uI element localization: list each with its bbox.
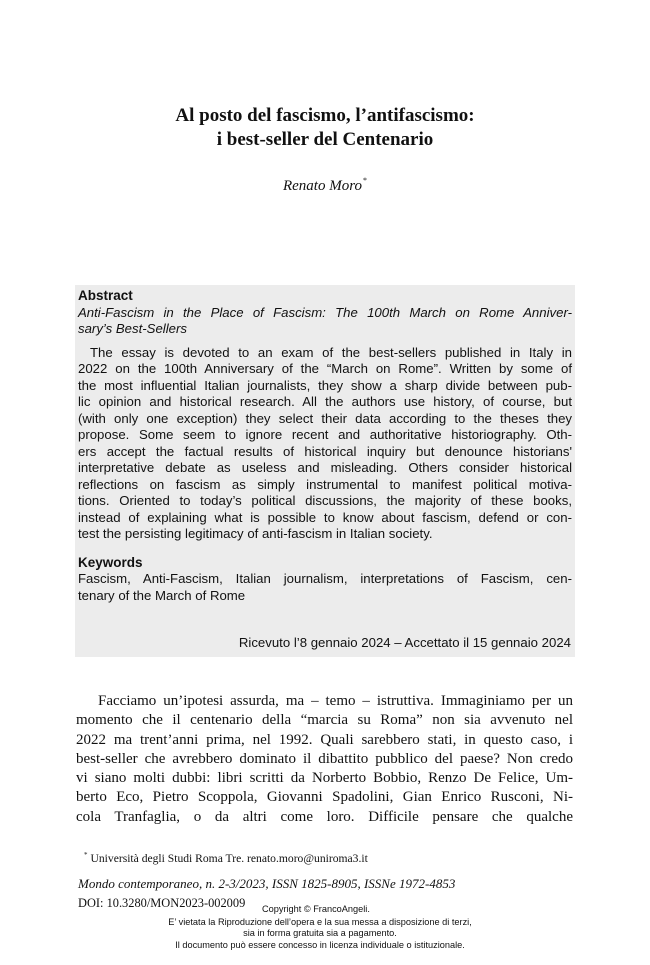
abstract-line: instead of explaining what is possible to know about fascism, defend or con-	[78, 509, 572, 525]
abstract-box	[75, 285, 575, 657]
abstract-line: interpretative debate as useless and misleading. Others consider historical	[78, 460, 572, 475]
journal-citation: Mondo contemporaneo, n. 2-3/2023, ISSN 1825-8905, ISSNe 1972-4853	[78, 876, 456, 891]
doi: DOI: 10.3280/MON2023-002009	[78, 896, 246, 910]
body-paragraph	[76, 692, 573, 827]
author-name: Renato Moro	[282, 178, 362, 194]
keywords-section	[78, 555, 572, 605]
keywords-line: tenary of the March of Rome	[78, 587, 246, 603]
article-title	[0, 104, 650, 152]
license-notice	[100, 917, 540, 951]
abstract-title-line: sary’s Best-Sellers	[78, 321, 187, 336]
abstract-line: ers accept the factual results of historical inquiry but denounce historians'	[78, 443, 572, 459]
author	[0, 176, 650, 195]
keywords-heading: Keywords	[78, 554, 143, 570]
abstract-line: test the persisting legitimacy of anti-fascism in Italian society.	[78, 526, 433, 541]
body-line: 2022 ma trent’anni prima, nel 1992. Quali sarebbero stati, in questo caso, i	[76, 731, 573, 748]
received-accepted-dates: Ricevuto l’8 gennaio 2024 – Accettato il 15 gennaio 2024	[238, 635, 571, 650]
abstract-english-title	[78, 305, 572, 338]
abstract-body	[78, 345, 572, 543]
abstract-line: the most influential Italian journalists, they show a sharp divide between pub-	[78, 377, 572, 393]
abstract-line: reflections on fascism as simply instrumental to manifest political motiva-	[78, 476, 572, 492]
title-line: Al posto del fascismo, l’antifascismo:	[175, 105, 475, 126]
keywords-line: Fascism, Anti-Fascism, Italian journalism, interpretations of Fascism, cen-	[78, 571, 572, 586]
body-line: cola Tranfaglia, o da altri come loro. Difficile pensare che qualche	[76, 808, 573, 825]
abstract-heading: Abstract	[78, 288, 133, 303]
abstract-line: The essay is devoted to an exam of the best-sellers published in Italy in	[90, 344, 572, 360]
license-line: Il documento può essere concesso in licenza individuale o istituzionale.	[175, 939, 465, 950]
abstract-line: tions. Oriented to today’s political discussions, the majority of these books,	[78, 493, 572, 508]
body-line: Facciamo un’ipotesi assurda, ma – temo – istruttiva. Immaginiamo per un	[98, 693, 573, 709]
body-line: momento che il centenario della “marcia su Roma” non sia avvenuto nel	[76, 712, 573, 729]
abstract-line: propose. Some seem to ignore recent and authoritative historiography. Oth-	[78, 427, 572, 442]
copyright-notice: Copyright © FrancoAngeli.	[262, 904, 370, 914]
license-line: sia in forma gratuita sia a pagamento.	[243, 928, 397, 939]
abstract-line: 2022 on the 100th Anniversary of the “March on Rome”. Written by some of	[78, 361, 572, 376]
footnote-marker: *	[84, 851, 88, 859]
license-line: E’ vietata la Riproduzione dell’opera e la sua messa a disposizione di terzi,	[168, 917, 472, 927]
title-line: i best-seller del Centenario	[216, 129, 434, 150]
footnote	[84, 851, 368, 865]
body-line: vi siano molti dubbi: libri scritti da Norberto Bobbio, Renzo De Felice, Um-	[76, 770, 573, 787]
body-line: best-seller che avrebbero dominato il dibattito pubblico del paese? Non credo	[76, 750, 573, 767]
abstract-line: (with only one exception) they select their data according to the theses they	[78, 410, 572, 426]
author-footnote-marker: *	[363, 176, 367, 185]
abstract-title-line: Anti-Fascism in the Place of Fascism: The 100th March on Rome Anniver-	[78, 304, 572, 320]
body-line: berto Eco, Pietro Scoppola, Giovanni Spadolini, Gian Enrico Rusconi, Ni-	[76, 789, 573, 806]
abstract-line: lic opinion and historical research. All the authors use history, of course, but	[78, 394, 572, 409]
footnote-text: Università degli Studi Roma Tre. renato.moro@uniroma3.it	[90, 852, 368, 865]
